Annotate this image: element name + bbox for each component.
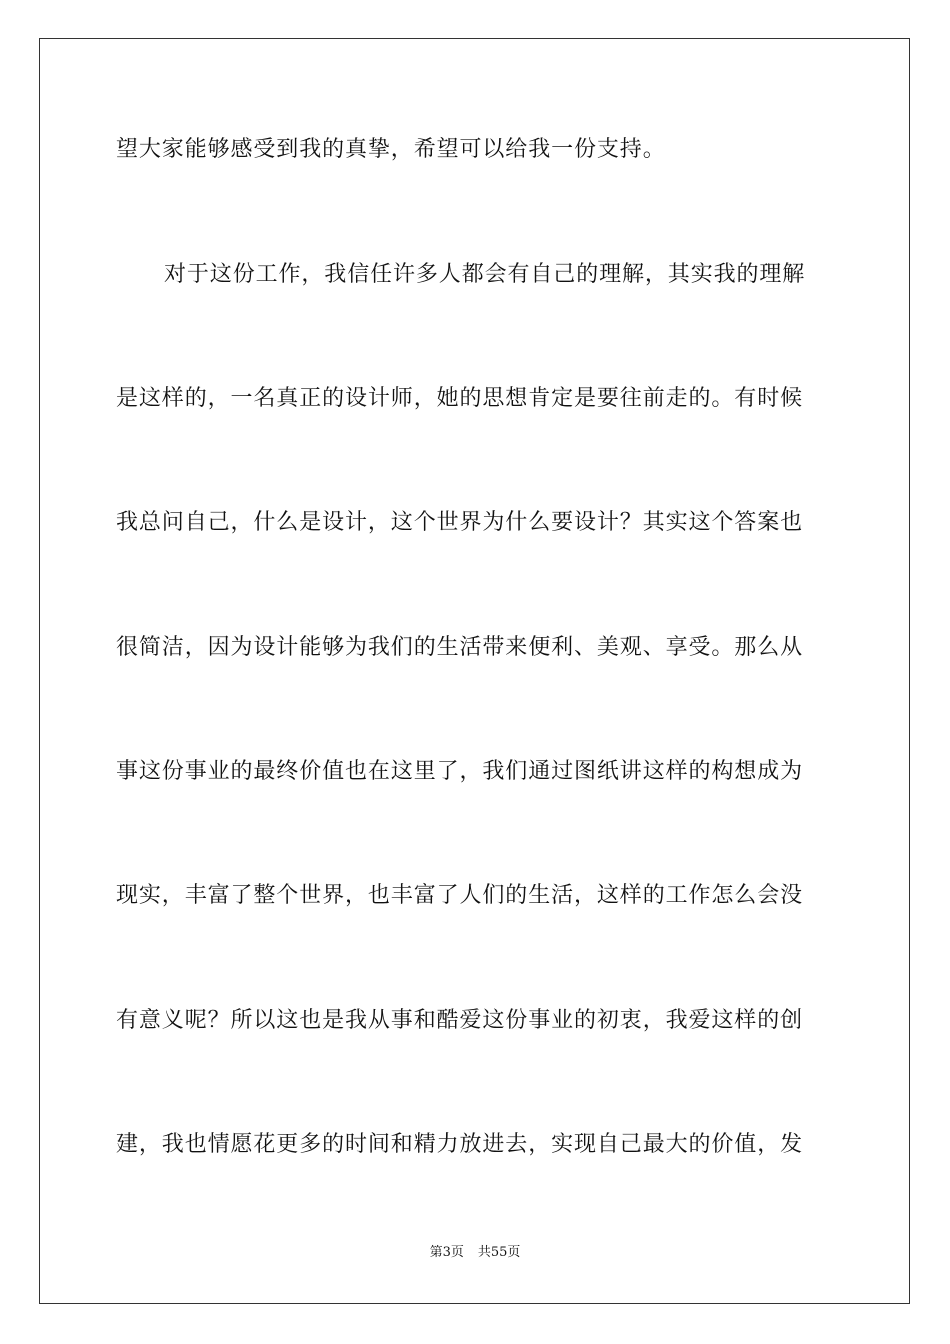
- page-footer: [0, 1244, 950, 1262]
- total-pages: 共55页: [477, 1245, 521, 1260]
- text-line: 很简洁，因为设计能够为我们的生活带来便利、美观、享受。那么从: [116, 635, 804, 660]
- text-line: 建，我也情愿花更多的时间和精力放进去，实现自己最大的价值，发: [116, 1132, 804, 1157]
- text-line: 我总问自己，什么是设计，这个世界为什么要设计？其实这个答案也: [116, 510, 804, 535]
- paragraph-first-line: 对于这份工作，我信任许多人都会有自己的理解，其实我的理解: [164, 262, 806, 287]
- text-line: 事这份事业的最终价值也在这里了，我们通过图纸讲这样的构想成为: [116, 759, 804, 784]
- page-frame: [39, 38, 910, 1304]
- text-line: 现实，丰富了整个世界，也丰富了人们的生活，这样的工作怎么会没: [116, 883, 804, 908]
- text-line: 望大家能够感受到我的真挚，希望可以给我一份支持。: [116, 137, 666, 162]
- page-number: 第3页: [429, 1245, 464, 1260]
- text-line: 有意义呢？所以这也是我从事和酷爱这份事业的初衷，我爱这样的创: [116, 1008, 804, 1033]
- text-line: 是这样的，一名真正的设计师，她的思想肯定是要往前走的。有时候: [116, 386, 804, 411]
